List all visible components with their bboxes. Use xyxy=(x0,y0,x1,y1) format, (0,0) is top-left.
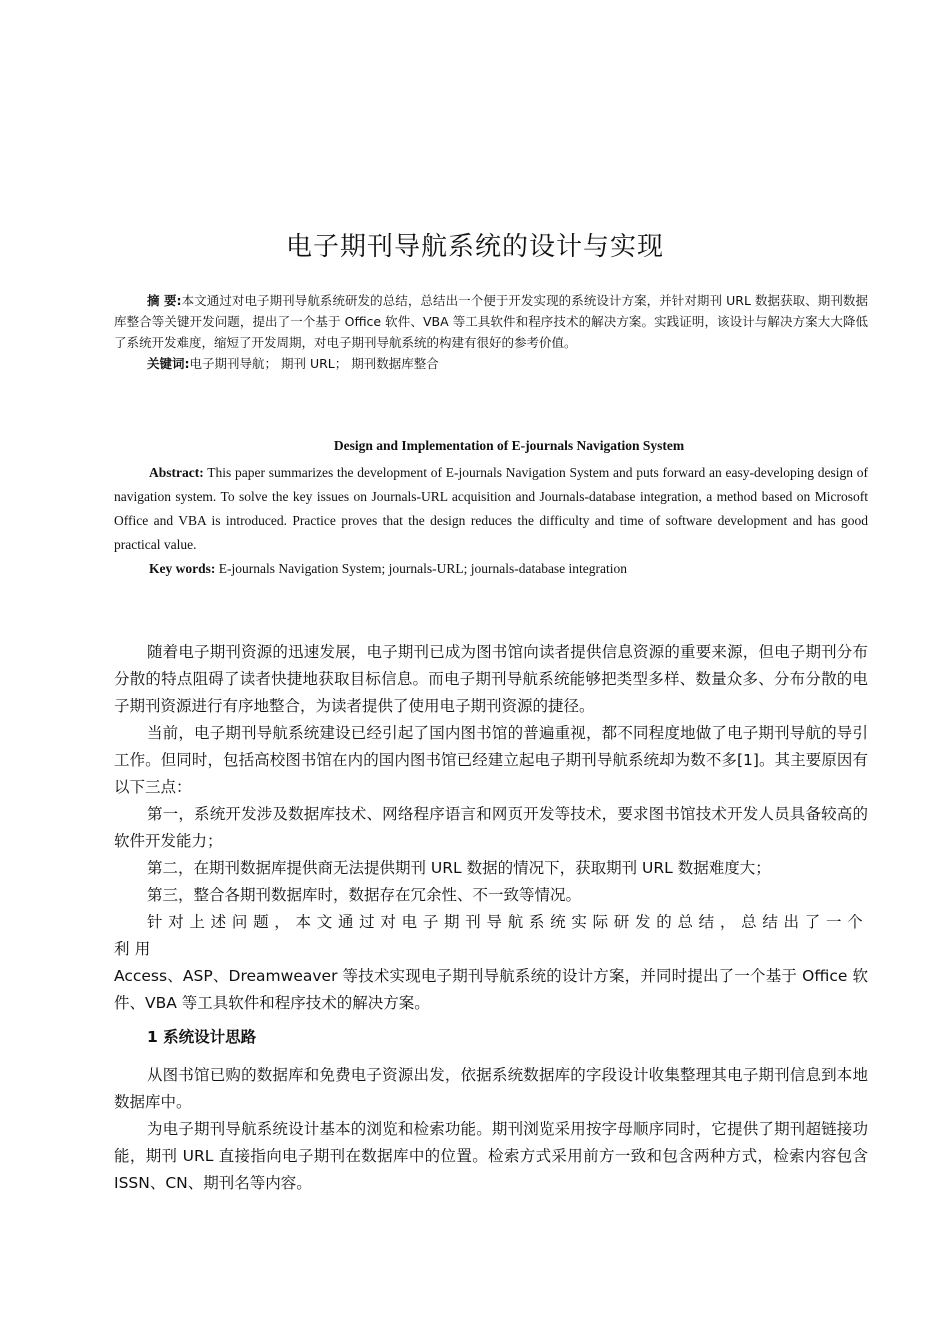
chinese-abstract-label: 摘 要: xyxy=(147,293,182,308)
english-keywords-text: E-journals Navigation System; journals-URL; journals-database integration xyxy=(218,561,628,576)
chinese-abstract xyxy=(114,290,868,353)
chinese-keywords xyxy=(147,354,867,373)
chinese-keywords-text: 电子期刊导航； 期刊 URL； 期刊数据库整合 xyxy=(189,356,439,371)
english-abstract-text: This paper summarizes the development of E-journals Navigation System and puts forward an easy-developing design of navigation system. To solve the key issues on Journals-URL acquisition and Journals-database integration, a method based on Microsoft Office and VBA is introduced. Practice proves that the design reduces the difficulty and time of software development and has good practical value. xyxy=(114,465,868,552)
body-text xyxy=(114,639,868,1197)
body-paragraph-8: 为电子期刊导航系统设计基本的浏览和检索功能。期刊浏览采用按字母顺序同时，它提供了期刊超链接功能，期刊 URL 直接指向电子期刊在数据库中的位置。检索方式采用前方一致和包含两种方式，检索内容包含 ISSN、CN、期刊名等内容。 xyxy=(114,1120,868,1192)
body-paragraph-7: 从图书馆已购的数据库和免费电子资源出发，依据系统数据库的字段设计收集整理其电子期刊信息到本地数据库中。 xyxy=(114,1066,868,1111)
english-keywords xyxy=(149,557,869,581)
chinese-abstract-text: 本文通过对电子期刊导航系统研发的总结，总结出一个便于开发实现的系统设计方案，并针对期刊 URL 数据获取、期刊数据库整合等关键开发问题，提出了一个基于 Office 软件、VBA 等工具软件和程序技术的解决方案。实践证明，该设计与解决方案大大降低了系统开发难度，缩短了开发周期，对电子期刊导航系统的构建有很好的参考价值。 xyxy=(114,293,868,350)
section-heading-1: 1 系统设计思路 xyxy=(147,1028,257,1046)
body-paragraph-2: 当前，电子期刊导航系统建设已经引起了国内图书馆的普遍重视，都不同程度地做了电子期刊导航的导引工作。但同时，包括高校图书馆在内的国内图书馆已经建立起电子期刊导航系统却为数不多[1]。其主要原因有以下三点： xyxy=(114,724,868,796)
body-paragraph-6b: Access、ASP、Dreamweaver 等技术实现电子期刊导航系统的设计方案，并同时提出了一个基于 Office 软件、VBA 等工具软件和程序技术的解决方案。 xyxy=(114,967,868,1012)
body-paragraph-5: 第三，整合各期刊数据库时，数据存在冗余性、不一致等情况。 xyxy=(147,886,582,904)
body-paragraph-1: 随着电子期刊资源的迅速发展，电子期刊已成为图书馆向读者提供信息资源的重要来源，但电子期刊分布分散的特点阻碍了读者快捷地获取目标信息。而电子期刊导航系统能够把类型多样、数量众多、分布分散的电子期刊资源进行有序地整合，为读者提供了使用电子期刊资源的捷径。 xyxy=(114,643,868,715)
english-abstract xyxy=(114,461,868,557)
english-keywords-label: Key words: xyxy=(149,561,216,576)
body-paragraph-6a: 针对上述问题，本文通过对电子期刊导航系统实际研发的总结，总结出了一个利用 xyxy=(114,913,868,958)
body-paragraph-4: 第二，在期刊数据库提供商无法提供期刊 URL 数据的情况下，获取期刊 URL 数据难度大； xyxy=(147,859,771,877)
english-abstract-label: Abstract: xyxy=(149,465,204,480)
english-title: Design and Implementation of E-journals Navigation System xyxy=(333,438,685,453)
chinese-title: 电子期刊导航系统的设计与实现 xyxy=(285,232,664,262)
chinese-keywords-label: 关键词: xyxy=(147,356,190,371)
body-paragraph-3: 第一，系统开发涉及数据库技术、网络程序语言和网页开发等技术，要求图书馆技术开发人员具备较高的软件开发能力； xyxy=(114,805,868,850)
